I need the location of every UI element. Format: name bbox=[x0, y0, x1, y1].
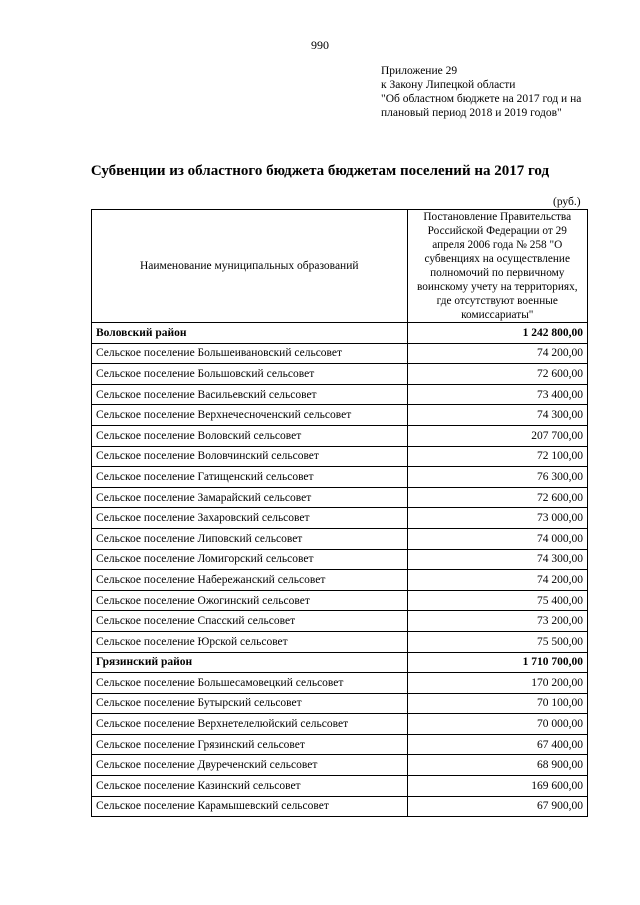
table-row bbox=[92, 631, 588, 652]
table-body bbox=[92, 323, 588, 817]
table-header-row bbox=[92, 210, 588, 323]
table-row bbox=[92, 549, 588, 570]
table-row bbox=[92, 755, 588, 776]
table-row bbox=[92, 425, 588, 446]
header-amount-decree: Постановление Правительства Российской Федерации от 29 апреля 2006 года № 258 "О субвенциях на осуществление полномочий по первичному воинскому учету на территориях, где отсутствуют военные комиссариаты" bbox=[407, 210, 587, 323]
settlement-name: Сельское поселение Замарайский сельсовет bbox=[92, 487, 408, 508]
settlement-name: Сельское поселение Карамышевский сельсовет bbox=[92, 796, 408, 817]
table-row bbox=[92, 528, 588, 549]
settlement-amount: 74 300,00 bbox=[407, 405, 587, 426]
district-name: Воловский район bbox=[92, 323, 408, 344]
settlement-amount: 67 900,00 bbox=[407, 796, 587, 817]
settlement-amount: 72 100,00 bbox=[407, 446, 587, 467]
settlement-amount: 74 300,00 bbox=[407, 549, 587, 570]
settlement-name: Сельское поселение Захаровский сельсовет bbox=[92, 508, 408, 529]
subventions-table bbox=[91, 209, 588, 817]
settlement-name: Сельское поселение Спасский сельсовет bbox=[92, 611, 408, 632]
table-row bbox=[92, 570, 588, 591]
settlement-name: Сельское поселение Верхнечесноченский сельсовет bbox=[92, 405, 408, 426]
settlement-amount: 72 600,00 bbox=[407, 487, 587, 508]
table-row bbox=[92, 446, 588, 467]
document-title: Субвенции из областного бюджета бюджетам поселений на 2017 год bbox=[90, 163, 550, 179]
settlement-amount: 73 200,00 bbox=[407, 611, 587, 632]
settlement-amount: 70 000,00 bbox=[407, 714, 587, 735]
settlement-amount: 73 400,00 bbox=[407, 384, 587, 405]
table-row bbox=[92, 673, 588, 694]
table-row bbox=[92, 776, 588, 797]
settlement-amount: 75 400,00 bbox=[407, 590, 587, 611]
appendix-line-1: Приложение 29 bbox=[381, 65, 458, 77]
currency-unit: (руб.) bbox=[553, 196, 581, 208]
settlement-amount: 76 300,00 bbox=[407, 467, 587, 488]
settlement-amount: 74 000,00 bbox=[407, 528, 587, 549]
table-row bbox=[92, 693, 588, 714]
appendix-line-3: "Об областном бюджете на 2017 год и на bbox=[381, 93, 582, 105]
table-row bbox=[92, 590, 588, 611]
header-municipality-name: Наименование муниципальных образований bbox=[92, 210, 408, 323]
settlement-amount: 67 400,00 bbox=[407, 734, 587, 755]
settlement-name: Сельское поселение Набережанский сельсовет bbox=[92, 570, 408, 591]
settlement-name: Сельское поселение Верхнетелелюйский сельсовет bbox=[92, 714, 408, 735]
settlement-amount: 74 200,00 bbox=[407, 570, 587, 591]
settlement-name: Сельское поселение Васильевский сельсовет bbox=[92, 384, 408, 405]
table-row bbox=[92, 364, 588, 385]
settlement-name: Сельское поселение Большесамовецкий сельсовет bbox=[92, 673, 408, 694]
table-row bbox=[92, 508, 588, 529]
settlement-amount: 207 700,00 bbox=[407, 425, 587, 446]
settlement-name: Сельское поселение Большеивановский сельсовет bbox=[92, 343, 408, 364]
settlement-amount: 68 900,00 bbox=[407, 755, 587, 776]
table-row bbox=[92, 467, 588, 488]
appendix-line-2: к Закону Липецкой области bbox=[381, 79, 516, 91]
table-row bbox=[92, 384, 588, 405]
district-amount: 1 242 800,00 bbox=[407, 323, 587, 344]
district-row bbox=[92, 323, 588, 344]
settlement-name: Сельское поселение Липовский сельсовет bbox=[92, 528, 408, 549]
settlement-name: Сельское поселение Казинский сельсовет bbox=[92, 776, 408, 797]
settlement-amount: 73 000,00 bbox=[407, 508, 587, 529]
settlement-name: Сельское поселение Гатищенский сельсовет bbox=[92, 467, 408, 488]
table-row bbox=[92, 734, 588, 755]
settlement-amount: 74 200,00 bbox=[407, 343, 587, 364]
district-row bbox=[92, 652, 588, 673]
table-row bbox=[92, 611, 588, 632]
settlement-name: Сельское поселение Большовский сельсовет bbox=[92, 364, 408, 385]
table-row bbox=[92, 343, 588, 364]
district-name: Грязинский район bbox=[92, 652, 408, 673]
settlement-name: Сельское поселение Двуреченский сельсовет bbox=[92, 755, 408, 776]
settlement-name: Сельское поселение Ожогинский сельсовет bbox=[92, 590, 408, 611]
settlement-name: Сельское поселение Воловчинский сельсовет bbox=[92, 446, 408, 467]
settlement-name: Сельское поселение Ломигорский сельсовет bbox=[92, 549, 408, 570]
settlement-amount: 75 500,00 bbox=[407, 631, 587, 652]
table-row bbox=[92, 405, 588, 426]
settlement-name: Сельское поселение Бутырский сельсовет bbox=[92, 693, 408, 714]
table-row bbox=[92, 796, 588, 817]
table-row bbox=[92, 714, 588, 735]
settlement-amount: 72 600,00 bbox=[407, 364, 587, 385]
settlement-name: Сельское поселение Грязинский сельсовет bbox=[92, 734, 408, 755]
settlement-name: Сельское поселение Воловский сельсовет bbox=[92, 425, 408, 446]
appendix-line-4: плановый период 2018 и 2019 годов" bbox=[381, 107, 562, 119]
settlement-name: Сельское поселение Юрской сельсовет bbox=[92, 631, 408, 652]
page-number: 990 bbox=[311, 38, 329, 52]
settlement-amount: 70 100,00 bbox=[407, 693, 587, 714]
appendix-reference bbox=[381, 64, 581, 120]
table-row bbox=[92, 487, 588, 508]
settlement-amount: 170 200,00 bbox=[407, 673, 587, 694]
district-amount: 1 710 700,00 bbox=[407, 652, 587, 673]
settlement-amount: 169 600,00 bbox=[407, 776, 587, 797]
